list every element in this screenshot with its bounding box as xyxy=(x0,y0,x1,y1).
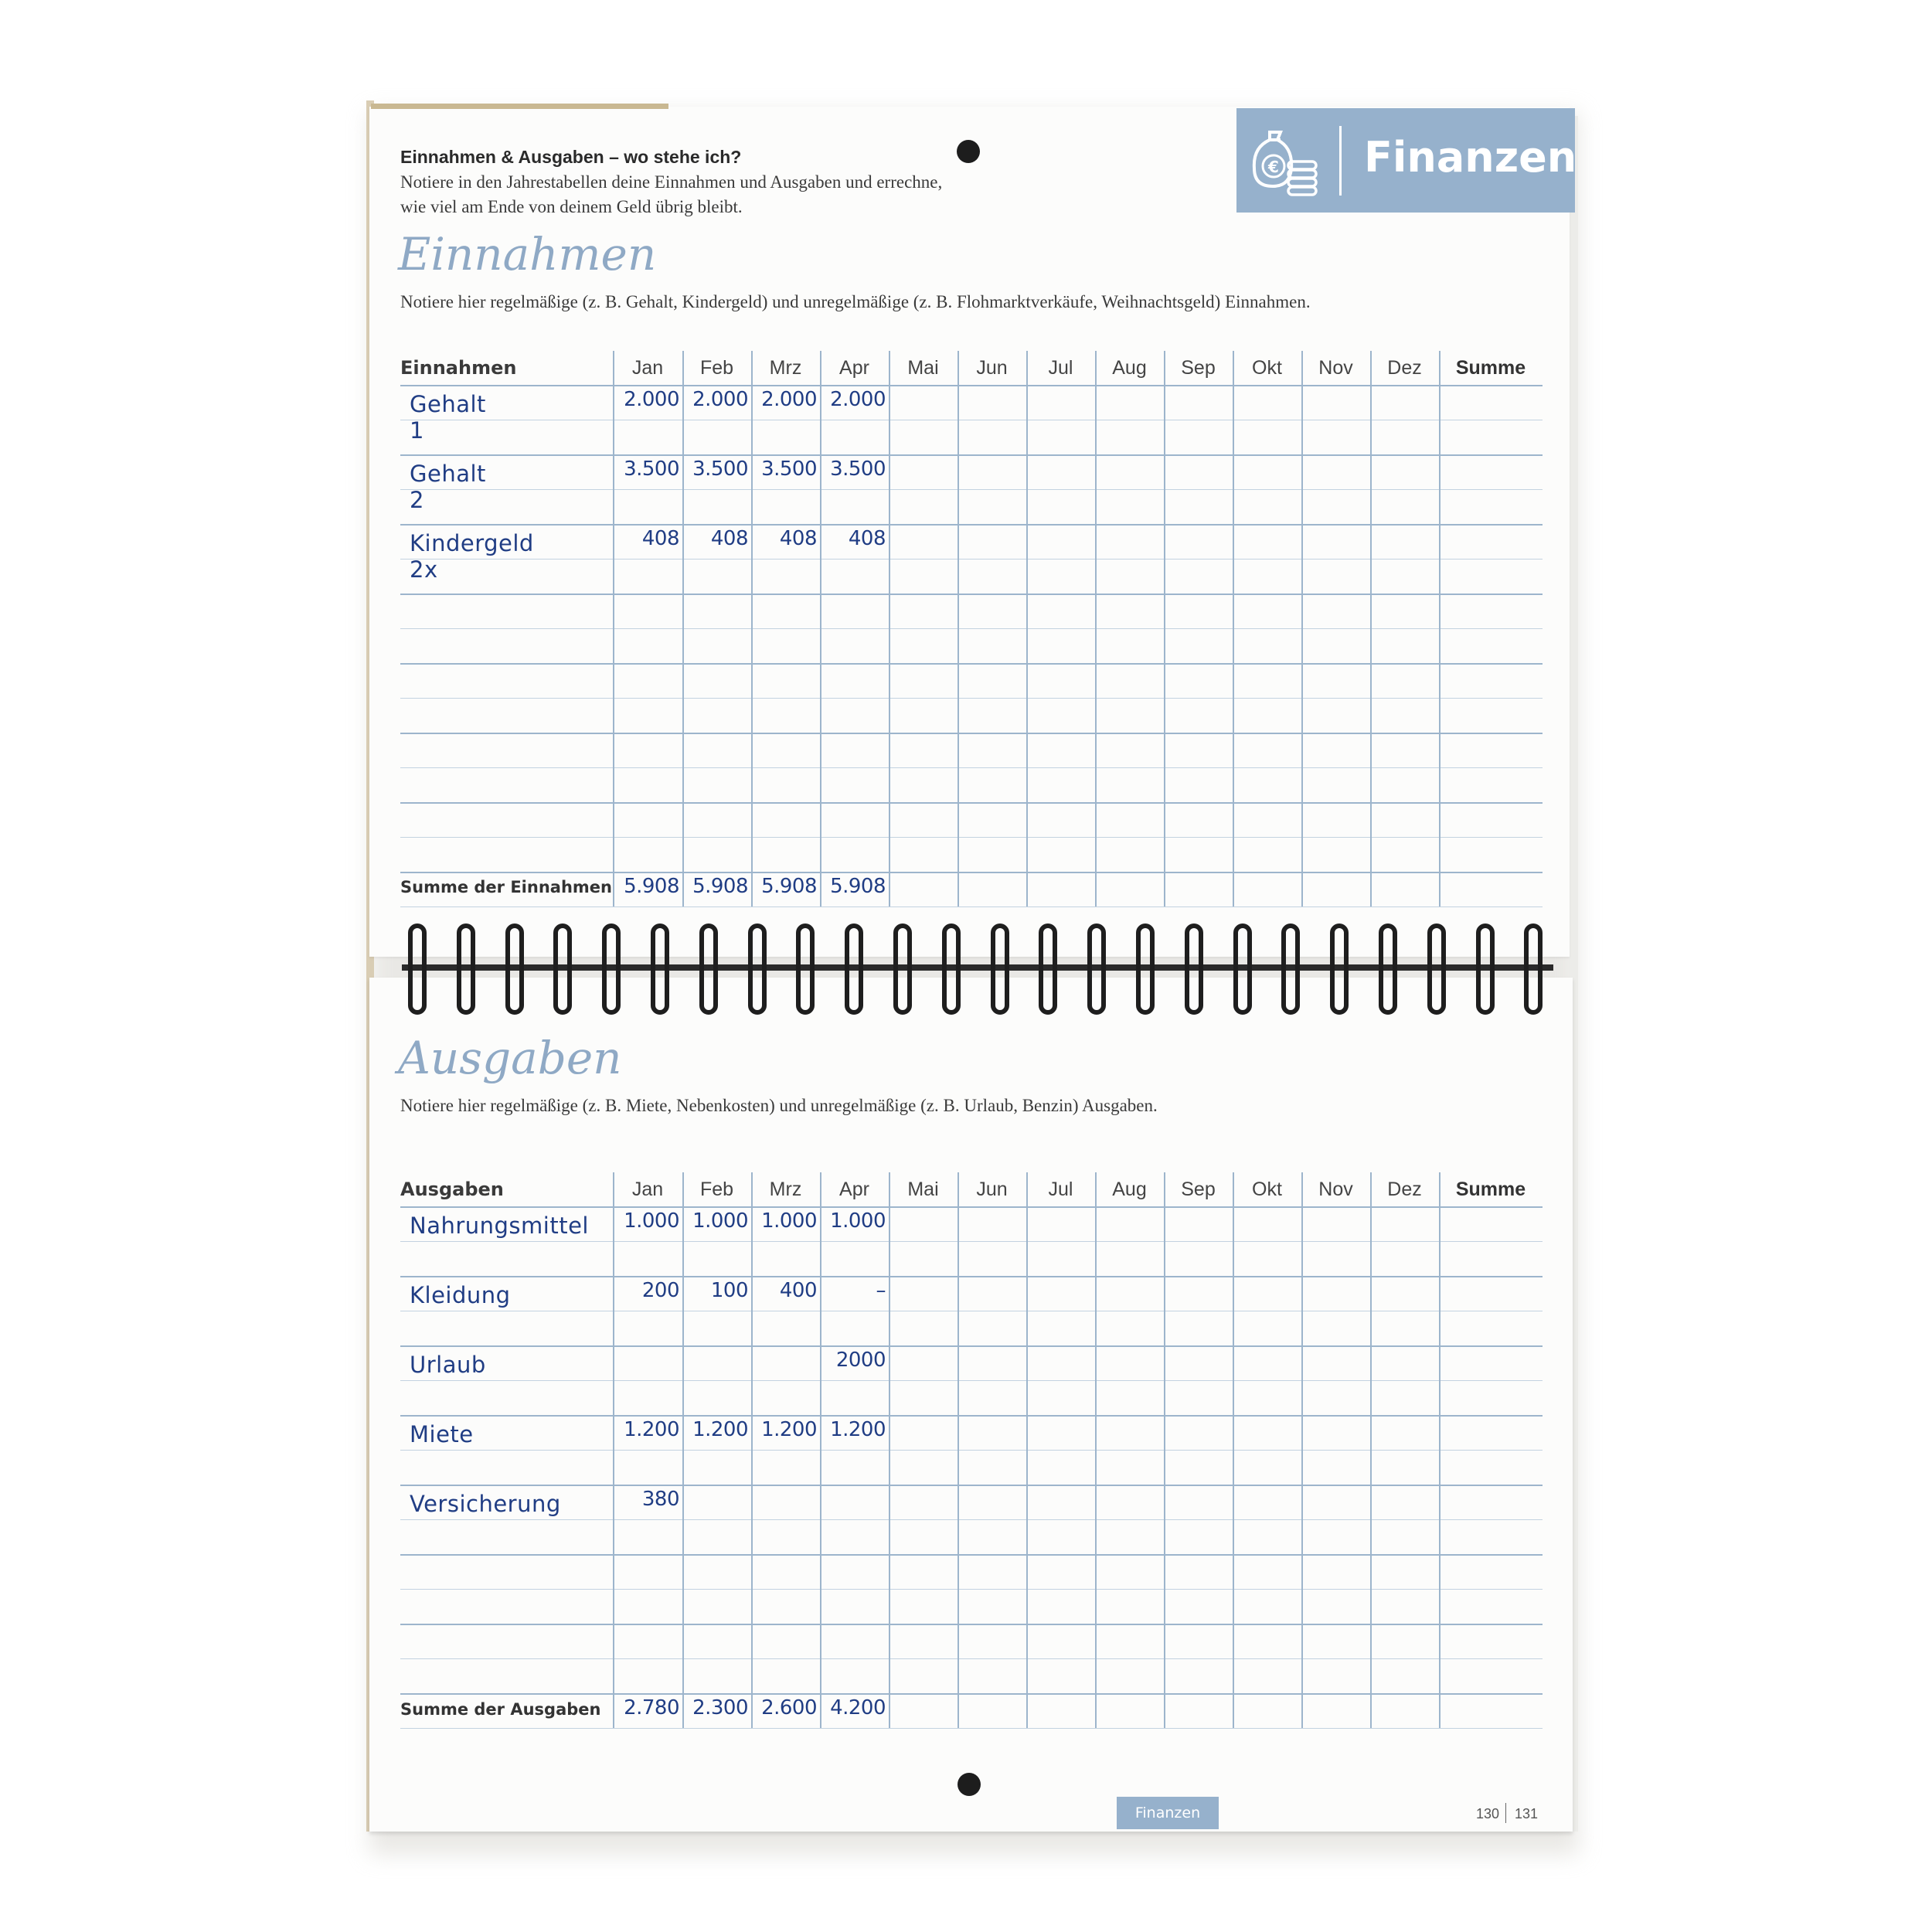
expenses-header-aug: Aug xyxy=(1112,1179,1147,1200)
expenses-cell-value: 200 xyxy=(641,1279,679,1302)
expenses-sum-value: 2.300 xyxy=(692,1696,748,1719)
svg-text:€: € xyxy=(1268,158,1279,176)
income-header-sep: Sep xyxy=(1181,357,1216,379)
intro-text xyxy=(400,170,1080,219)
expenses-header-summe: Summe xyxy=(1455,1179,1526,1200)
expenses-table-header-label: Ausgaben xyxy=(400,1179,504,1200)
expenses-column-line xyxy=(889,1172,890,1728)
expenses-column-line xyxy=(1026,1172,1028,1728)
income-cell-value: 408 xyxy=(848,527,886,550)
expenses-cell-value: 1.200 xyxy=(624,1418,679,1441)
page-number-left: 130 xyxy=(1476,1806,1500,1821)
income-column-line xyxy=(1026,351,1028,906)
expenses-description: Notiere hier regelmäßige (z. B. Miete, Nebenkosten) und unregelmäßige (z. B. Urlaub, Benzin) Ausgaben. xyxy=(400,1096,1158,1115)
income-header-dez: Dez xyxy=(1387,357,1422,379)
spiral-ring xyxy=(748,923,767,1015)
expenses-sum-value: 2.600 xyxy=(761,1696,817,1719)
expenses-column-line xyxy=(820,1172,821,1728)
expenses-row-rule xyxy=(400,1728,1543,1729)
income-column-line xyxy=(1164,351,1165,906)
income-header-apr: Apr xyxy=(839,357,869,379)
income-cell-value: 2.000 xyxy=(692,388,748,411)
income-cell-value: 2.000 xyxy=(761,388,817,411)
expenses-column-line xyxy=(1439,1172,1440,1728)
spiral-ring xyxy=(1087,923,1106,1015)
income-sum-value: 5.908 xyxy=(761,875,817,898)
expenses-header-feb: Feb xyxy=(699,1179,734,1200)
spiral-ring xyxy=(408,923,427,1015)
expenses-row-label: Kleidung xyxy=(410,1282,511,1308)
expenses-sum-value: 4.200 xyxy=(830,1696,886,1719)
spiral-ring xyxy=(553,923,572,1015)
expenses-header-apr: Apr xyxy=(839,1179,869,1200)
intro-text-line-2: wie viel am Ende von deinem Geld übrig bleibt. xyxy=(400,197,743,216)
expenses-sum-value: 2.780 xyxy=(624,1696,679,1719)
expenses-column-line xyxy=(1301,1172,1303,1728)
expenses-cell-value: 400 xyxy=(779,1279,817,1302)
income-header-nov: Nov xyxy=(1318,357,1353,379)
spiral-ring xyxy=(1524,923,1543,1015)
income-column-line xyxy=(820,351,821,906)
spiral-ring xyxy=(1136,923,1155,1015)
expenses-row-label: Miete xyxy=(410,1421,474,1447)
income-cell-value: 2.000 xyxy=(624,388,679,411)
expenses-sum-label: Summe der Ausgaben xyxy=(400,1700,601,1719)
spiral-ring xyxy=(602,923,621,1015)
expenses-cell-value: 2000 xyxy=(835,1349,886,1372)
expenses-header-mrz: Mrz xyxy=(769,1179,802,1200)
expenses-cell-value: 1.000 xyxy=(692,1209,748,1233)
expenses-header-jan: Jan xyxy=(631,1179,664,1200)
income-cell-value: 3.500 xyxy=(761,457,817,481)
spiral-ring xyxy=(1379,923,1397,1015)
expenses-cell-value: 100 xyxy=(710,1279,748,1302)
spiral-ring xyxy=(457,923,475,1015)
income-cell-value: 3.500 xyxy=(624,457,679,481)
spiral-ring xyxy=(1233,923,1252,1015)
expenses-row-label: Nahrungsmittel xyxy=(410,1213,589,1239)
page-number-separator xyxy=(1505,1803,1506,1823)
income-cell-value: 408 xyxy=(641,527,679,550)
income-column-line xyxy=(682,351,684,906)
income-column-line xyxy=(1301,351,1303,906)
expenses-column-line xyxy=(1164,1172,1165,1728)
income-table-header-label: Einnahmen xyxy=(400,357,517,379)
income-sum-label: Summe der Einnahmen xyxy=(400,878,612,896)
intro-text-line-1: Notiere in den Jahrestabellen deine Einnahmen und Ausgaben und errechne, xyxy=(400,172,943,192)
income-header-aug: Aug xyxy=(1112,357,1147,379)
income-header-okt: Okt xyxy=(1252,357,1282,379)
spiral-ring xyxy=(893,923,912,1015)
expenses-header-jul: Jul xyxy=(1048,1179,1073,1200)
income-sum-value: 5.908 xyxy=(692,875,748,898)
money-bag-coins-icon xyxy=(1248,126,1325,199)
spiral-ring xyxy=(1185,923,1203,1015)
income-row-label: Kindergeld 2x xyxy=(410,530,534,583)
income-header-jun: Jun xyxy=(976,357,1008,379)
header-divider xyxy=(1339,126,1342,196)
hanging-hole-top xyxy=(957,140,980,163)
spiral-ring xyxy=(796,923,815,1015)
spiral-ring xyxy=(1330,923,1349,1015)
expenses-cell-value: 1.000 xyxy=(624,1209,679,1233)
register-tab-strip xyxy=(371,104,668,109)
income-cell-value: 3.500 xyxy=(830,457,886,481)
income-cell-value: 408 xyxy=(779,527,817,550)
income-header-jul: Jul xyxy=(1048,357,1073,379)
income-column-line xyxy=(613,351,614,906)
expenses-row-label: Versicherung xyxy=(410,1491,561,1517)
income-cell-value: 2.000 xyxy=(830,388,886,411)
expenses-header-sep: Sep xyxy=(1181,1179,1216,1200)
income-column-line xyxy=(889,351,890,906)
spiral-ring xyxy=(1476,923,1495,1015)
income-header-summe: Summe xyxy=(1455,357,1526,379)
income-header-feb: Feb xyxy=(699,357,734,379)
spiral-ring xyxy=(505,923,524,1015)
spiral-ring xyxy=(991,923,1009,1015)
intro-title: Einnahmen & Ausgaben – wo stehe ich? xyxy=(400,147,742,167)
hanging-hole-bottom xyxy=(957,1773,981,1796)
income-sum-value: 5.908 xyxy=(624,875,679,898)
income-column-line xyxy=(1233,351,1234,906)
expenses-row-label: Urlaub xyxy=(410,1352,486,1378)
income-header-mrz: Mrz xyxy=(769,357,802,379)
income-column-line xyxy=(1370,351,1372,906)
expenses-header-dez: Dez xyxy=(1387,1179,1422,1200)
expenses-column-line xyxy=(1370,1172,1372,1728)
spiral-ring xyxy=(699,923,718,1015)
income-cell-value: 3.500 xyxy=(692,457,748,481)
income-column-line xyxy=(1439,351,1440,906)
income-cell-value: 408 xyxy=(710,527,748,550)
expenses-column-line xyxy=(751,1172,753,1728)
expenses-cell-value: 1.200 xyxy=(761,1418,817,1441)
expenses-column-line xyxy=(682,1172,684,1728)
expenses-heading: Ausgaben xyxy=(398,1032,622,1084)
expenses-column-line xyxy=(613,1172,614,1728)
expenses-cell-value: 1.000 xyxy=(830,1209,886,1233)
page-number-right: 131 xyxy=(1515,1806,1539,1821)
income-header-jan: Jan xyxy=(631,357,664,379)
spiral-ring xyxy=(942,923,961,1015)
expenses-header-mai: Mai xyxy=(907,1179,939,1200)
expenses-column-line xyxy=(1233,1172,1234,1728)
expenses-column-line xyxy=(1095,1172,1097,1728)
category-title: Finanzen xyxy=(1364,133,1577,182)
spiral-ring xyxy=(1039,923,1057,1015)
expenses-header-okt: Okt xyxy=(1252,1179,1282,1200)
income-row-label: Gehalt 1 xyxy=(410,391,486,444)
income-description: Notiere hier regelmäßige (z. B. Gehalt, Kindergeld) und unregelmäßige (z. B. Flohmarktverkäufe, Weihnachtsgeld) Einnahmen. xyxy=(400,292,1311,311)
expenses-cell-value: 1.200 xyxy=(692,1418,748,1441)
expenses-cell-value: 1.200 xyxy=(830,1418,886,1441)
expenses-column-line xyxy=(957,1172,959,1728)
expenses-cell-value: – xyxy=(876,1279,886,1302)
expenses-cell-value: 1.000 xyxy=(761,1209,817,1233)
spiral-ring xyxy=(651,923,669,1015)
expenses-header-nov: Nov xyxy=(1318,1179,1353,1200)
income-row-label: Gehalt 2 xyxy=(410,461,486,513)
income-sum-value: 5.908 xyxy=(830,875,886,898)
expenses-header-jun: Jun xyxy=(976,1179,1008,1200)
income-column-line xyxy=(957,351,959,906)
expenses-cell-value: 380 xyxy=(641,1488,679,1511)
income-header-mai: Mai xyxy=(907,357,939,379)
spiral-ring xyxy=(1427,923,1446,1015)
income-column-line xyxy=(751,351,753,906)
spiral-ring xyxy=(1281,923,1300,1015)
spiral-ring xyxy=(845,923,863,1015)
income-row-rule xyxy=(400,906,1543,907)
footer-category-tab: Finanzen xyxy=(1117,1797,1219,1829)
income-heading: Einnahmen xyxy=(398,228,657,281)
income-column-line xyxy=(1095,351,1097,906)
